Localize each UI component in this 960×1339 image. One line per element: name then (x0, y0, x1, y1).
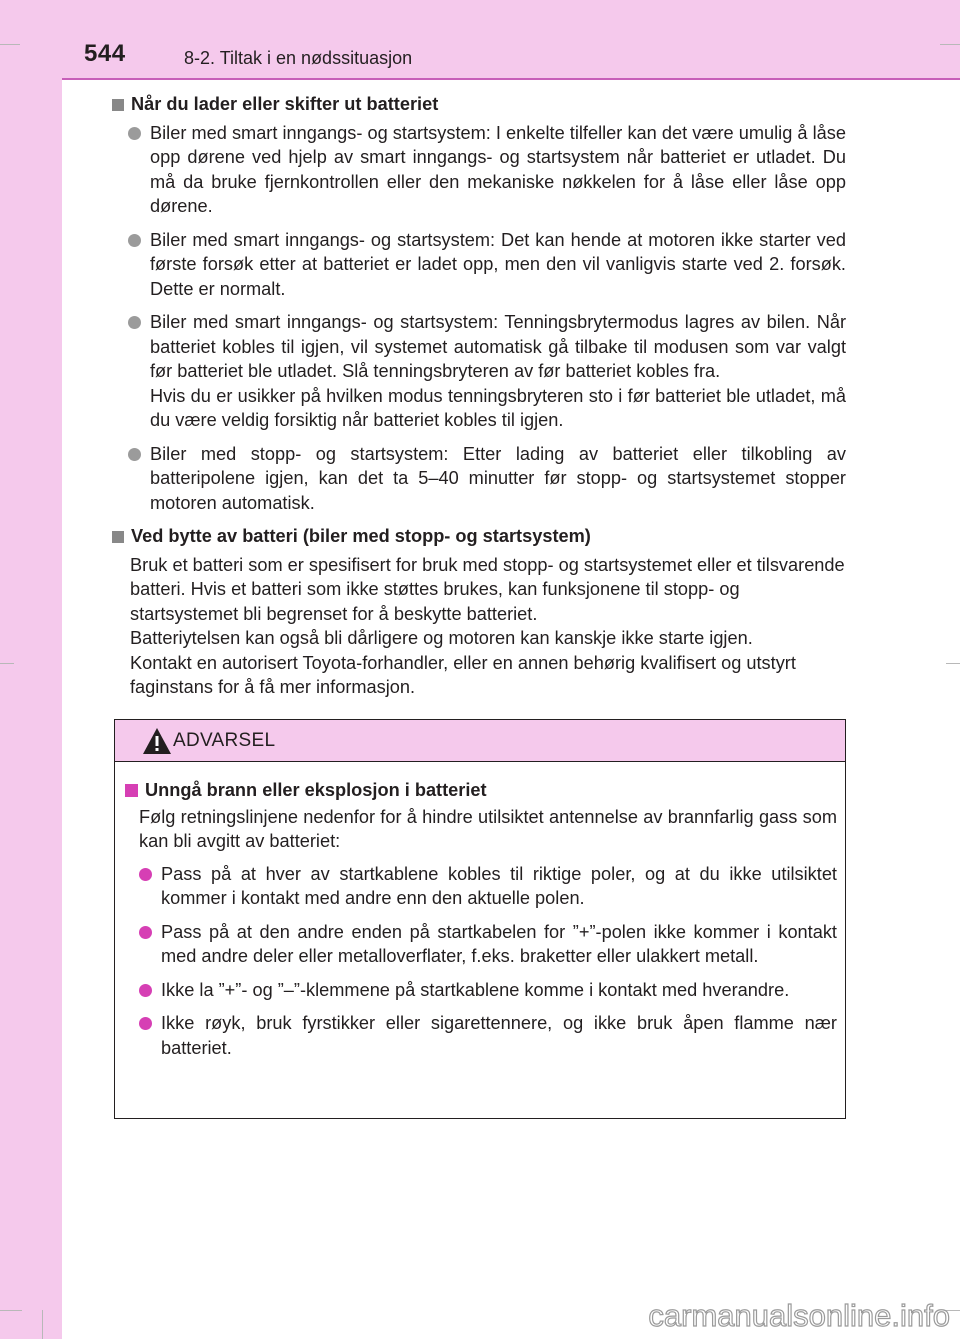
list-item: Pass på at den andre enden på startkabelen for ”+”-polen ikke kommer i kontakt med andre deler eller metalloverflater, f.eks. braketter eller ulakkert metall. (139, 920, 837, 969)
header-rule (62, 78, 960, 80)
list-item: Biler med smart inngangs- og startsystem: Det kan hende at motoren ikke starter ved første forsøk etter at batteriet er ladet opp, men den vil vanligvis starte ved 2. forsøk. Dette er normalt. (128, 228, 846, 302)
watermark (626, 1294, 954, 1334)
warning-intro: Følg retningslinjene nedenfor for å hindre utilsiktet antennelse av brannfarlig gass som kan bli avgitt av batteriet: (139, 806, 837, 851)
page-number: 544 (84, 40, 126, 67)
section-heading: Når du lader eller skifter ut batteriet (112, 92, 846, 117)
list-item: Pass på at hver av startkablene kobles til riktige poler, og at du ikke utilsiktet kommer i kontakt med andre enn den aktuelle polen. (139, 862, 837, 911)
crop-mark (42, 1310, 43, 1339)
list-item: Biler med smart inngangs- og startsystem: I enkelte tilfeller kan det være umulig å låse opp dørene ved hjelp av smart inngangs- og startsystem når batteriet er utladet. Du må da bruke fjernkontrollen eller den mekaniske nøkkelen for å låse eller låse opp dørene. (128, 121, 846, 219)
bullet-dot-icon (139, 926, 152, 939)
warning-box (114, 719, 846, 1119)
warning-body (115, 762, 845, 1060)
crop-mark (940, 44, 960, 45)
warning-section-heading: Unngå brann eller eksplosjon i batteriet (125, 778, 837, 803)
crop-mark (0, 663, 14, 664)
bullet-dot-icon (128, 448, 141, 461)
bullet-dot-icon (139, 1017, 152, 1030)
list-item: Ikke røyk, bruk fyrstikker eller sigarettennere, og ikke bruk åpen flamme nær batteriet. (139, 1011, 837, 1060)
side-color-strip (0, 0, 62, 1339)
bullet-dot-icon (128, 127, 141, 140)
square-marker-icon (112, 531, 124, 543)
square-marker-icon (125, 784, 138, 797)
chapter-title: 8-2. Tiltak i en nødssituasjon (184, 48, 413, 68)
warning-triangle-icon (142, 727, 172, 755)
bullet-dot-icon (128, 234, 141, 247)
list-item: Ikke la ”+”- og ”–”-klemmene på startkablene komme i kontakt med hverandre. (139, 978, 837, 1003)
section-paragraphs: Bruk et batteri som er spesifisert for bruk med stopp- og startsystemet eller et tilsvarende batteri. Hvis et batteri som ikke støttes brukes, kan funksjonene til stopp- og startsystemet bli begrenset for å beskytte batteriet. Batteriytelsen kan også bli dårligere og motoren kan kanskje ikke starte igjen. Kontakt en autorisert Toyota-forhandler, eller en annen behørig kvalifisert og utstyrt faginstans for å få mer informasjon. (130, 554, 845, 697)
crop-mark (946, 663, 960, 664)
main-content (112, 92, 846, 700)
square-marker-icon (112, 99, 124, 111)
list-item: Biler med stopp- og startsystem: Etter lading av batteriet eller tilkobling av batteripolene igjen, kan det ta 5–40 minutter før stopp- og startsystemet stopper motoren automatisk. (128, 442, 846, 516)
bullet-dot-icon (139, 868, 152, 881)
list-item: Biler med smart inngangs- og startsystem: Tenningsbrytermodus lagres av bilen. Når batteriet kobles til igjen, vil systemet automatisk gå tilbake til modusen som var valgt før batteriet ble utladet. Slå tenningsbryteren av før batteriet kobles fra. Hvis du er usikker på hvilken modus tenningsbryteren sto i før batteriet ble utladet, må du være veldig forsiktig når batteriet kobles til igjen. (128, 310, 846, 433)
bullet-dot-icon (139, 984, 152, 997)
crop-mark (0, 1310, 22, 1311)
warning-title-bar (115, 720, 845, 762)
svg-text:carmanualsonline.info: carmanualsonline.info (648, 1298, 950, 1333)
section-heading: Ved bytte av batteri (biler med stopp- og startsystem) (112, 524, 846, 549)
crop-mark (0, 44, 20, 45)
warning-title: ADVARSEL (173, 730, 276, 751)
bullet-dot-icon (128, 316, 141, 329)
